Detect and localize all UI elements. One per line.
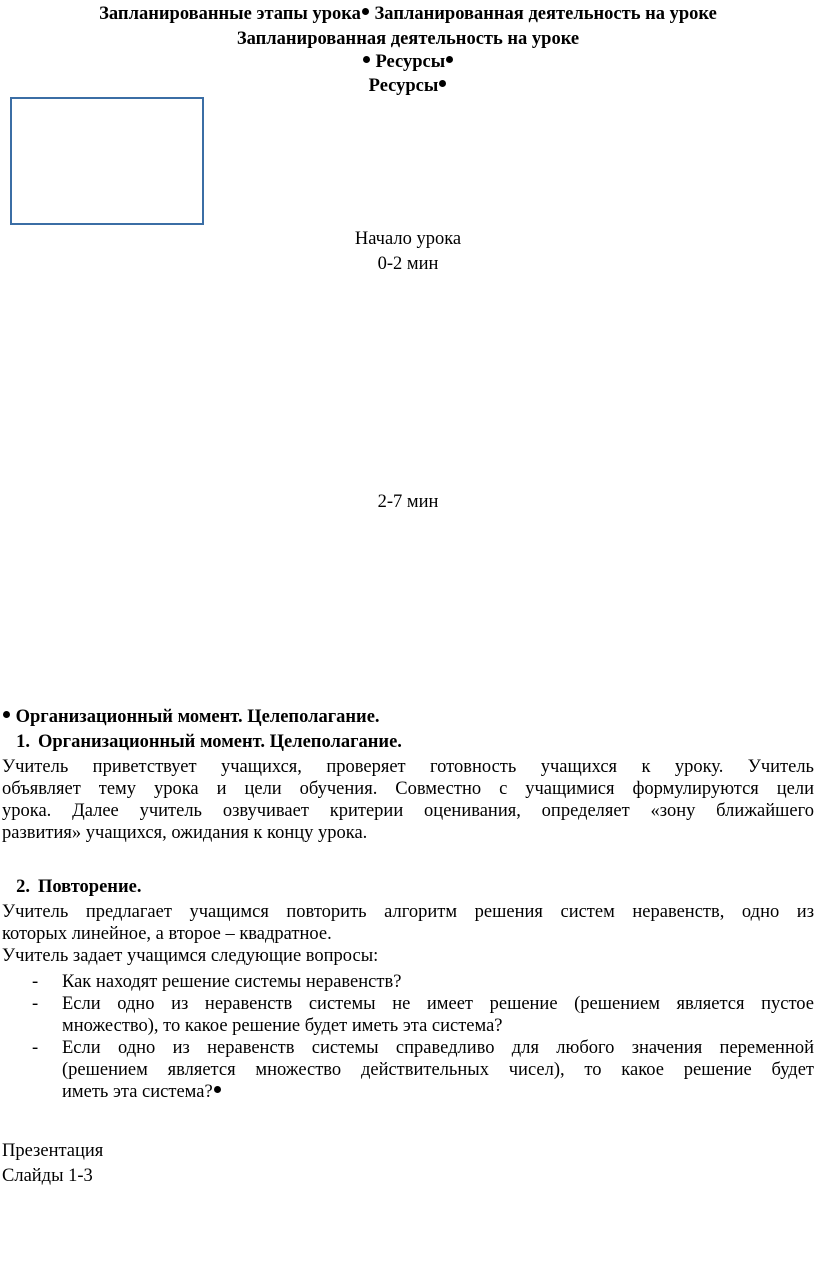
section1-heading xyxy=(0,731,402,753)
resource-presentation: Презентация xyxy=(2,1141,104,1161)
header-line-3 xyxy=(0,51,816,73)
dash-marker: - xyxy=(32,972,39,992)
section1-heading-text: Организационный момент. Целеполагание. xyxy=(38,732,402,752)
bullet-icon xyxy=(362,8,369,15)
empty-frame-box xyxy=(10,97,204,225)
list-item xyxy=(0,971,814,993)
header-line-1 xyxy=(0,3,816,25)
section2-number: 2. xyxy=(16,877,30,897)
section1-bullet-heading-text: Организационный момент. Целеполагание. xyxy=(15,707,380,727)
lesson-start-time: 0-2 мин xyxy=(377,254,439,274)
second-stage-time: 2-7 мин xyxy=(377,492,439,512)
header-line-4 xyxy=(0,75,816,97)
question-text: Если одно из неравенств системы справедливо для любого значения переменной xyxy=(62,1038,814,1058)
question-text: множество), то какое решение будет иметь эта система? xyxy=(62,1016,503,1036)
question-text: Как находят решение системы неравенств? xyxy=(62,972,402,992)
section2-heading-text: Повторение. xyxy=(38,877,142,897)
dash-marker: - xyxy=(32,994,39,1014)
section2-para-line: которых линейное, а второе – квадратное. xyxy=(2,924,332,944)
header-line-2: Запланированная деятельность на уроке xyxy=(236,29,580,49)
section1-para-line: Учитель приветствует учащихся, проверяет готовность учащихся к уроку. Учитель xyxy=(2,757,814,777)
section2-heading xyxy=(0,876,141,898)
header-activity-title: Запланированная деятельность на уроке xyxy=(374,4,717,24)
bullet-icon xyxy=(3,711,10,718)
header-resources-title-2: Ресурсы xyxy=(368,76,439,96)
section1-number: 1. xyxy=(16,732,30,752)
bullet-icon xyxy=(439,80,446,87)
section1-para-line: объявляет тему урока и цели обучения. Совместно с учащимися формулируются цели xyxy=(2,779,814,799)
question-text: Если одно из неравенств системы не имеет решение (решением является пустое xyxy=(62,994,814,1014)
section1-para-line: развития» учащихся, ожидания к концу урока. xyxy=(2,823,368,843)
question-text: иметь эта система? xyxy=(62,1082,213,1102)
section1-para-line: урока. Далее учитель озвучивает критерии оценивания, определяет «зону ближайшего xyxy=(2,801,814,821)
section2-para-line: Учитель предлагает учащимся повторить алгоритм решения систем неравенств, одно из xyxy=(2,902,814,922)
header-resources-title: Ресурсы xyxy=(375,52,446,72)
bullet-icon xyxy=(446,56,453,63)
section2-questions-intro: Учитель задает учащимся следующие вопросы: xyxy=(2,946,379,966)
list-item xyxy=(0,993,814,1037)
question-text-last xyxy=(62,1081,814,1103)
section1-paragraph xyxy=(2,756,814,844)
list-item xyxy=(0,1037,814,1103)
header-stages-title: Запланированные этапы урока xyxy=(99,4,361,24)
lesson-start-label: Начало урока xyxy=(354,229,462,249)
bullet-icon xyxy=(214,1086,221,1093)
resource-slides: Слайды 1-3 xyxy=(2,1166,93,1186)
section1-bullet-heading xyxy=(2,706,380,728)
dash-marker: - xyxy=(32,1038,39,1058)
bullet-icon xyxy=(363,56,370,63)
question-text: (решением является множество действительных чисел), то какое решение будет xyxy=(62,1060,814,1080)
questions-list xyxy=(0,971,814,1103)
section2-paragraph xyxy=(2,901,814,967)
